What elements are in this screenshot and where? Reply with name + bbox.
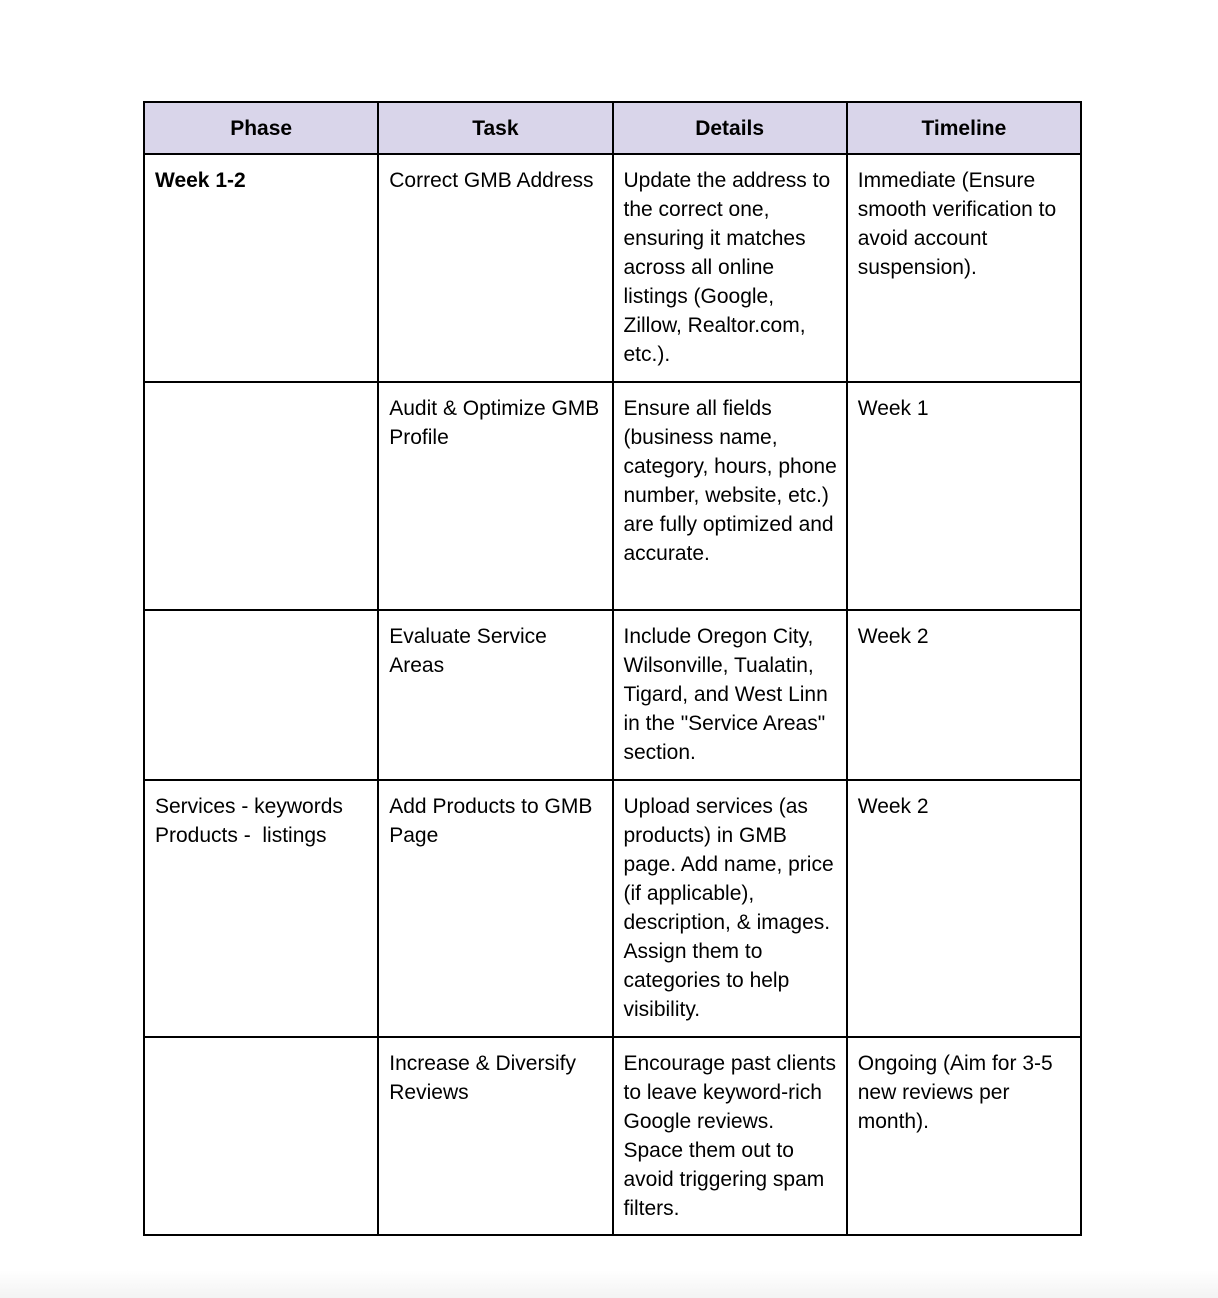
table-row bbox=[144, 780, 1081, 1037]
table-row bbox=[144, 382, 1081, 610]
header-timeline: Timeline bbox=[847, 102, 1081, 154]
phase-cell bbox=[144, 610, 378, 780]
task-cell: Increase & Diversify Reviews bbox=[378, 1037, 612, 1235]
details-cell: Upload services (as products) in GMB page. Add name, price (if applicable), description, & images. Assign them to categories to help visibility. bbox=[613, 780, 847, 1037]
phase-cell: Week 1-2 bbox=[144, 154, 378, 382]
table-row bbox=[144, 610, 1081, 780]
timeline-cell: Week 2 bbox=[847, 780, 1081, 1037]
header-phase: Phase bbox=[144, 102, 378, 154]
phase-line: Products - listings bbox=[155, 824, 327, 847]
task-cell: Evaluate Service Areas bbox=[378, 610, 612, 780]
timeline-cell: Week 1 bbox=[847, 382, 1081, 610]
phase-line: Services - keywords bbox=[155, 795, 343, 818]
timeline-cell: Immediate (Ensure smooth verification to avoid account suspension). bbox=[847, 154, 1081, 382]
task-cell: Correct GMB Address bbox=[378, 154, 612, 382]
phase-cell bbox=[144, 382, 378, 610]
page-bottom-shadow bbox=[0, 1270, 1218, 1298]
timeline-cell: Week 2 bbox=[847, 610, 1081, 780]
phase-cell bbox=[144, 780, 378, 1037]
details-cell: Ensure all fields (business name, category, hours, phone number, website, etc.) are fully optimized and accurate. bbox=[613, 382, 847, 610]
task-cell: Add Products to GMB Page bbox=[378, 780, 612, 1037]
details-cell: Include Oregon City, Wilsonville, Tualatin, Tigard, and West Linn in the "Service Areas" section. bbox=[613, 610, 847, 780]
phase-cell bbox=[144, 1037, 378, 1235]
header-details: Details bbox=[613, 102, 847, 154]
table-header-row bbox=[144, 102, 1081, 154]
table-row bbox=[144, 154, 1081, 382]
details-cell: Encourage past clients to leave keyword-rich Google reviews. Space them out to avoid triggering spam filters. bbox=[613, 1037, 847, 1235]
table-row bbox=[144, 1037, 1081, 1235]
details-cell: Update the address to the correct one, ensuring it matches across all online listings (Google, Zillow, Realtor.com, etc.). bbox=[613, 154, 847, 382]
plan-table bbox=[143, 101, 1082, 1236]
timeline-cell: Ongoing (Aim for 3-5 new reviews per month). bbox=[847, 1037, 1081, 1235]
task-cell: Audit & Optimize GMB Profile bbox=[378, 382, 612, 610]
header-task: Task bbox=[378, 102, 612, 154]
